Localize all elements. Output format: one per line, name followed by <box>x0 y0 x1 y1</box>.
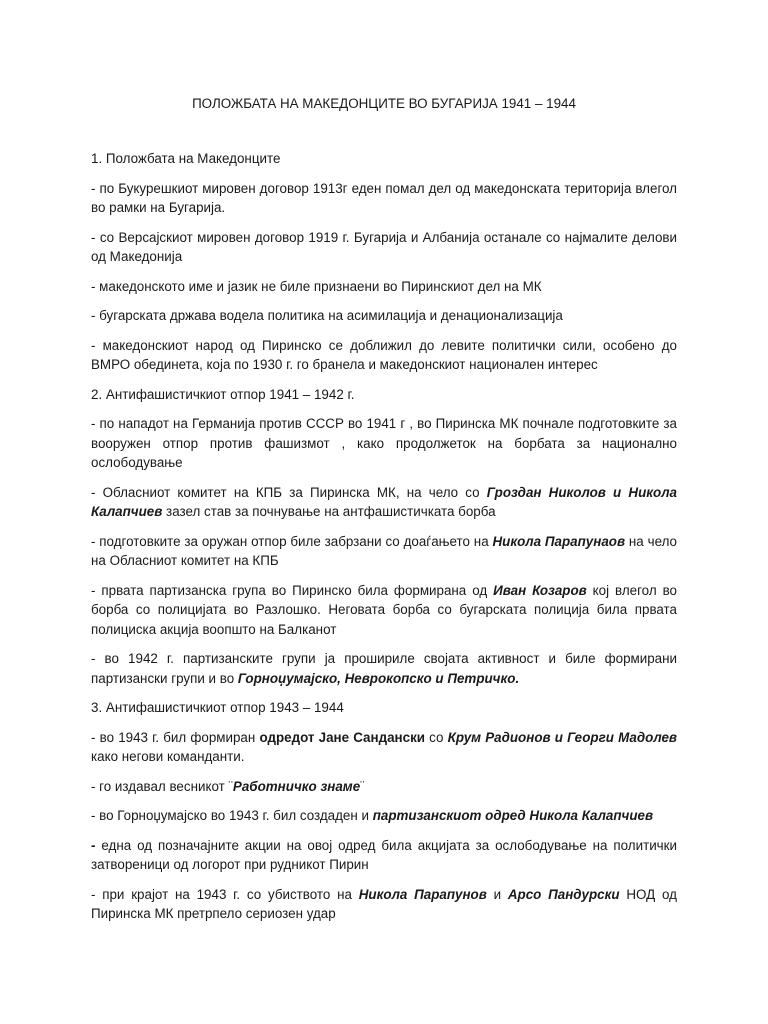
emphasis-text: Никола Парапунаов <box>492 533 626 549</box>
document-body <box>91 149 677 934</box>
paragraph-text: - при крајот на 1943 г. со убиството на <box>91 886 359 902</box>
paragraph-p10 <box>91 532 677 571</box>
paragraph-text: на чело на Обласниот комитет на КПБ <box>91 533 677 568</box>
paragraph-p1 <box>91 149 677 169</box>
paragraph-text: - првата партизанска група во Пиринско била формирана од <box>91 582 494 598</box>
emphasis-text: - <box>91 837 96 853</box>
paragraph-text: 3. Антифашистичкиот отпор 1943 – 1944 <box>91 700 344 715</box>
paragraph-text: 1. Положбата на Македонците <box>91 151 281 166</box>
paragraph-p4 <box>91 277 677 297</box>
paragraph-text: - во 1942 г. партизанските групи ја прошириле својата активност и биле формирани партизански групи и во <box>91 651 677 686</box>
paragraph-text: - подготовките за оружан отпор биле забрзани со доаѓањето на <box>91 533 493 549</box>
paragraph-text: - по нападот на Германија против СССР во 1941 г , во Пиринска МК почнале подготовките за вооружен отпор против фашизмот , како продолжеток на борбата за национално ослободување <box>91 416 677 470</box>
document-title: ПОЛОЖБАТА НА МАКЕДОНЦИТЕ ВО БУГАРИЈА 1941 – 1944 <box>192 96 576 111</box>
paragraph-p15 <box>91 777 677 797</box>
paragraph-p18 <box>91 885 677 924</box>
paragraph-text: 2. Антифашистичкиот отпор 1941 – 1942 г. <box>91 386 355 402</box>
emphasis-text: Горноџумајско, Неврокопско и Петричко. <box>237 670 520 686</box>
paragraph-p3 <box>91 228 677 267</box>
paragraph-text: - по Букурешкиот мировен договор 1913г еден помал дел од македонската територија влегол во рамки на Бугарија. <box>91 180 677 215</box>
paragraph-p7 <box>91 385 677 405</box>
paragraph-p13 <box>91 698 677 718</box>
emphasis-text: Крум Радионов и Георги Мадолев <box>447 729 678 745</box>
paragraph-p14 <box>91 728 677 767</box>
paragraph-p6 <box>91 336 677 375</box>
paragraph-p5 <box>91 306 677 326</box>
emphasis-text: Арсо Пандурски <box>507 886 620 902</box>
paragraph-text: - со Версајскиот мировен договор 1919 г. Бугарија и Албанија останале со најмалите делови од Македонија <box>91 229 677 264</box>
paragraph-text: - во Горноџумајско во 1943 г. бил создаден и <box>91 808 373 823</box>
paragraph-text: зазел став за почнување на антфашистичката борба <box>162 504 496 519</box>
paragraph-p11 <box>91 581 677 640</box>
paragraph-text: како негови команданти. <box>91 749 245 764</box>
emphasis-text: Иван Козаров <box>493 582 587 598</box>
paragraph-p2 <box>91 179 677 218</box>
emphasis-text: партизанскиот одред Никола Калапчиев <box>372 808 654 823</box>
paragraph-text: со <box>425 729 448 745</box>
paragraph-p12 <box>91 649 677 688</box>
paragraph-text: - бугарската држава водела политика на асимилација и денационализација <box>91 308 563 323</box>
paragraph-text: ¨ <box>360 778 365 794</box>
emphasis-text: Гроздан Николов и Никола Калапчиев <box>91 484 677 519</box>
emphasis-text: одредот Јане Сандански <box>259 729 426 745</box>
paragraph-text: НОД од Пиринска МК претрпело сериозен удар <box>91 886 677 921</box>
paragraph-text: една од позначајните акции на овој одред била акцијата за ослободување на политички затвореници од логорот при рудникот Пирин <box>91 837 677 872</box>
paragraph-text: и <box>486 886 508 902</box>
paragraph-text: - во 1943 г. бил формиран <box>91 729 260 745</box>
paragraph-p17 <box>91 836 677 875</box>
paragraph-text: - го издавал весникот ¨ <box>91 778 233 794</box>
paragraph-text: - македонскиот народ од Пиринско се доближил до левите политички сили, особено до ВМРО обединета, која по 1930 г. го бранела и македонскиот национален интерес <box>91 337 677 372</box>
emphasis-text: Работничко знаме <box>232 778 361 794</box>
paragraph-p9 <box>91 483 677 522</box>
emphasis-text: Никола Парапунов <box>358 886 487 902</box>
paragraph-text: - Обласниот комитет на КПБ за Пиринска МК, на чело со <box>91 484 487 500</box>
paragraph-text: кој влегол во борба со полицијата во Разлошко. Неговата борба со бугарската полиција била првата полициска акција воопшто на Балканот <box>91 582 677 637</box>
paragraph-p16 <box>91 806 677 826</box>
paragraph-text: - македонското име и јазик не биле признаени во Пиринскиот дел на МК <box>91 278 542 294</box>
paragraph-p8 <box>91 414 677 473</box>
